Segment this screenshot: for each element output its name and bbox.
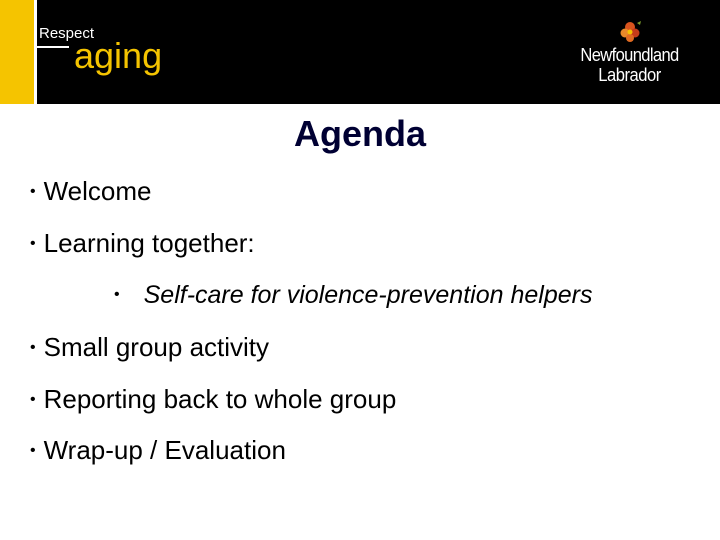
- brand-rule: [37, 46, 69, 48]
- brand-respect-text: Respect: [39, 25, 95, 42]
- agenda-item-small-group: [30, 332, 269, 367]
- agenda-item-reporting-back: [30, 384, 396, 419]
- logo-text-labrador: Labrador: [598, 65, 661, 85]
- agenda-item-welcome: [30, 176, 152, 211]
- bullet-icon: •: [30, 183, 36, 200]
- agenda-item-learning-together: [30, 228, 255, 263]
- stripe-divider: [34, 0, 37, 104]
- agenda-item-label: Learning together:: [43, 228, 255, 258]
- logo-text-newfoundland: Newfoundland: [580, 45, 679, 65]
- slide-title: [0, 112, 720, 156]
- agenda-item-label: Small group activity: [43, 332, 270, 362]
- bullet-icon: •: [30, 339, 36, 356]
- agenda-item-label: Wrap-up / Evaluation: [43, 435, 286, 465]
- agenda-item-label: Welcome: [43, 176, 152, 206]
- bullet-icon: •: [30, 391, 36, 408]
- agenda-subitem-self-care: [114, 280, 592, 314]
- agenda-item-wrap-up: [30, 435, 286, 470]
- newfoundland-labrador-logo: [572, 16, 687, 90]
- brand-aging-text: aging: [74, 35, 163, 76]
- header-bar: [0, 0, 720, 104]
- bullet-icon: •: [114, 286, 120, 303]
- bullet-icon: •: [30, 442, 36, 459]
- pitcher-plant-flower-icon: [617, 20, 643, 46]
- slide-title-text: Agenda: [293, 113, 426, 154]
- bullet-icon: •: [30, 235, 36, 252]
- agenda-item-label: Reporting back to whole group: [43, 384, 397, 414]
- agenda-item-label: Self-care for violence-prevention helpers: [143, 281, 593, 309]
- yellow-stripe: [0, 0, 34, 104]
